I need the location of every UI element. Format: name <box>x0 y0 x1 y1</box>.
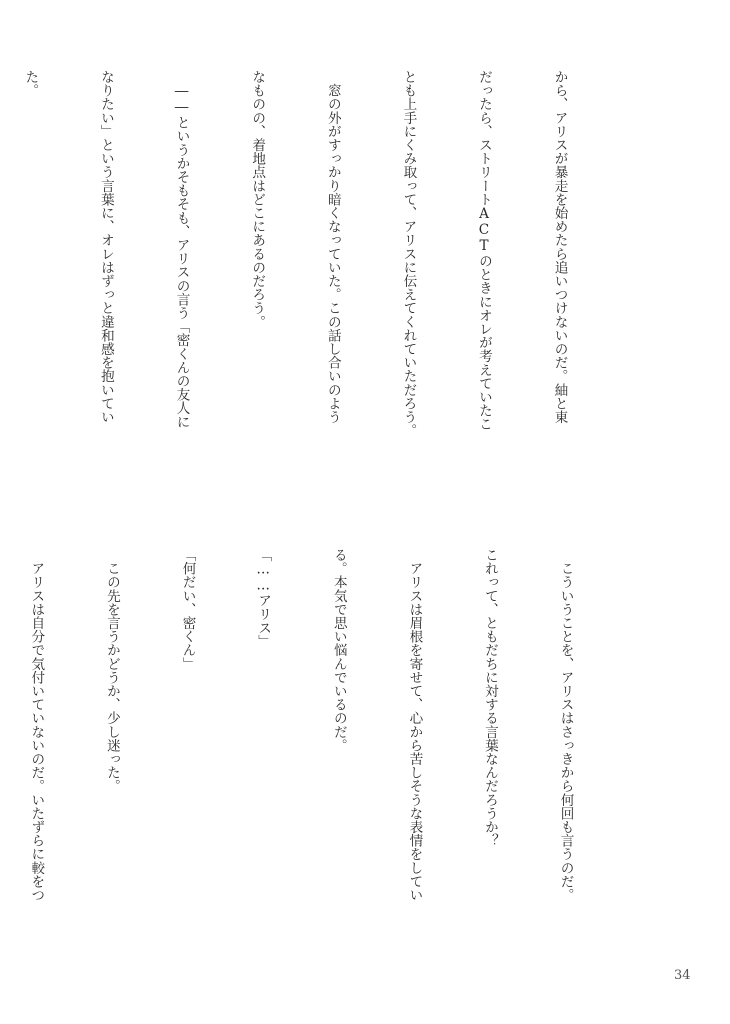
page-number: 34 <box>674 968 691 983</box>
text-line: 窓の外がすっかり暗くなっていた。この話し合いのよう <box>324 70 341 424</box>
text-line: ――というかそもそも、アリスの言う「密くんの友人に <box>173 70 190 429</box>
text-line: この先を言うかどうか、少し迷った。 <box>103 548 120 793</box>
text-line: から、アリスが暴走を始めたら追いつけないのだ。紬と東 <box>551 70 568 424</box>
text-line: これって、ともだちに対する言葉なんだろうか？ <box>481 548 498 848</box>
text-line: アリスは自分で気付いていないのだ。いたずらに較をつ <box>28 548 45 902</box>
text-line: なものの、着地点はどこにあるのだろう。 <box>249 70 266 329</box>
text-line: だったら、ストリートACTのときにオレが考えていたこ <box>475 70 492 431</box>
text-line: た。 <box>22 70 39 98</box>
text-line: なりたい」という言葉に、オレはずっと違和感を抱いてい <box>97 70 114 424</box>
upper-text-block <box>22 70 622 510</box>
text-line: 「何だい、密くん」 <box>179 548 196 671</box>
text-line: アリスは眉根を寄せて、心から苦しそうな表情をしてい <box>406 548 423 902</box>
text-line: こういうことを、アリスはさっきから何回も言うのだ。 <box>557 548 574 902</box>
text-line: 「……アリス」 <box>255 548 272 648</box>
text-line: とも上手にくみ取って、アリスに伝えてくれていただろう。 <box>400 70 417 438</box>
lower-text-block <box>28 548 628 948</box>
text-line: る。本気で思い悩んでいるのだ。 <box>330 548 347 752</box>
